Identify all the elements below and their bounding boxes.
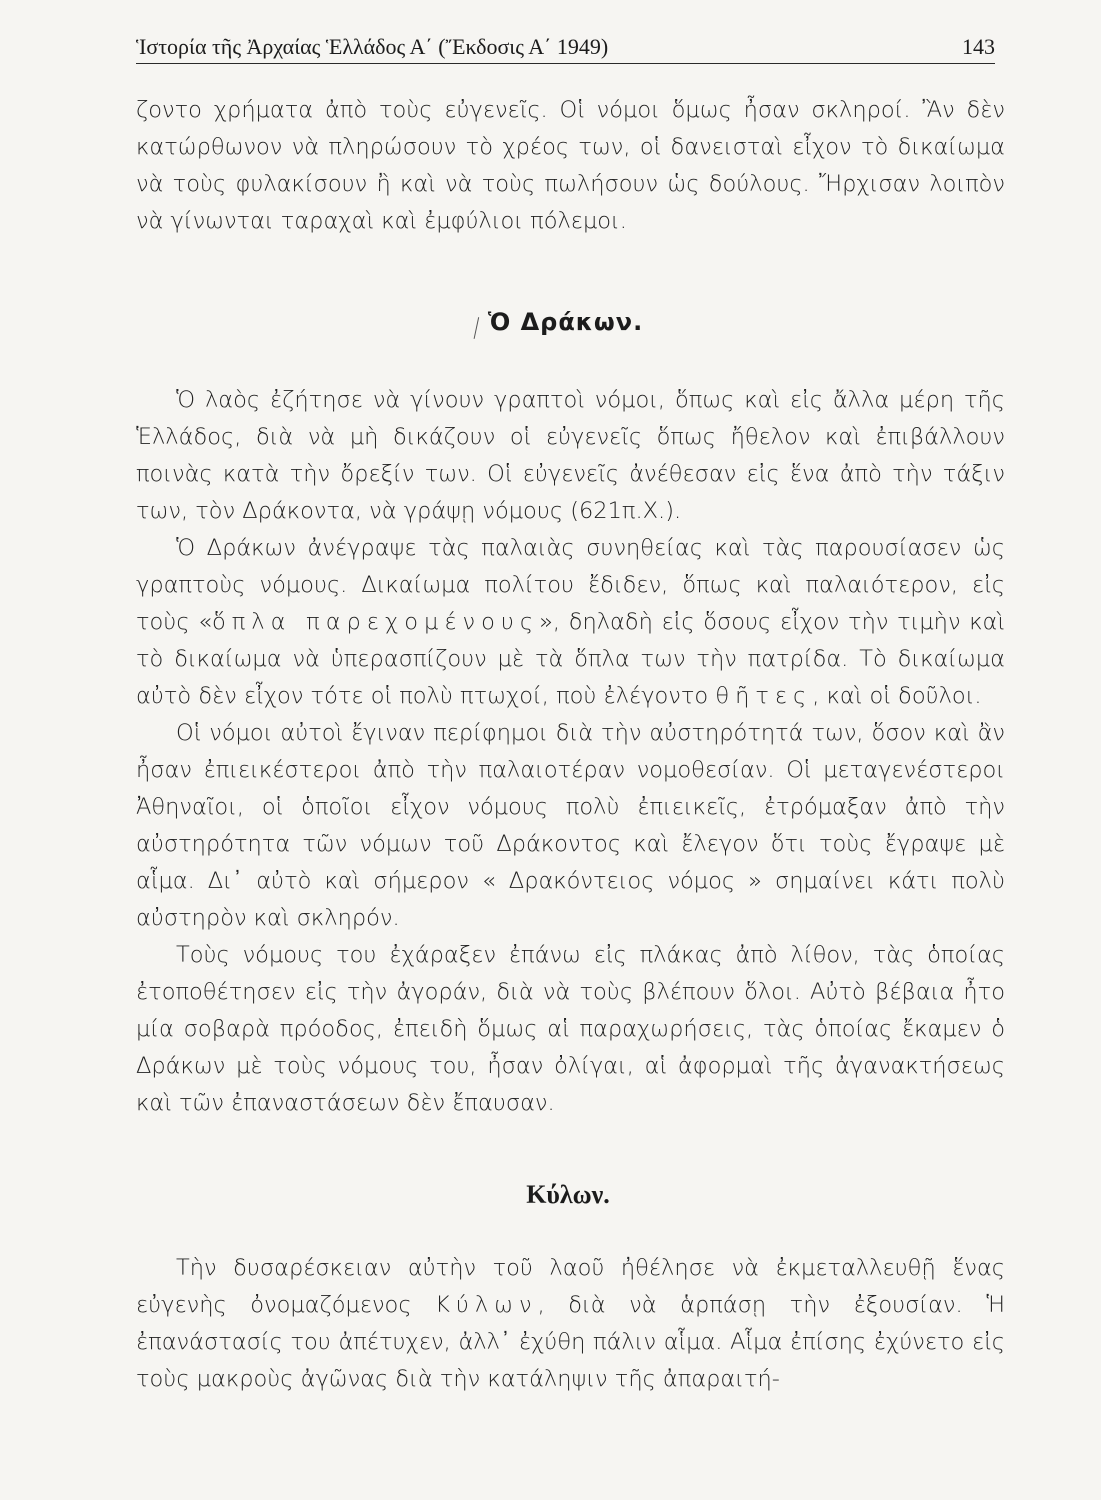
spaced-phrase-hopla: ὅπλα παρεχομένους (212, 609, 540, 635)
section-heading-drakon: Ὁ Δράκων. (487, 308, 644, 336)
running-head (136, 30, 995, 64)
spaced-name-kylon: Κύλων (435, 1292, 538, 1318)
drakon-paragraph-1: Ὁ λαὸς ἐζήτησε νὰ γίνουν γραπτοὶ νόμοι, ὅπως καὶ εἰς ἄλλα μέρη τῆς Ἑλλάδος, διὰ νὰ μὴ δικάζουν οἱ εὐγενεῖς ὅπως ἤθελον καὶ ἐπιβάλλουν ποινὰς κατὰ τὴν ὄρεξίν των. Οἱ εὐγενεῖς ἀνέθεσαν εἰς ἕνα ἀπὸ τὴν τάξιν των, τὸν Δράκοντα, νὰ γράψῃ νόμους (621π.Χ.). (136, 387, 1005, 524)
spaced-word-thetes: θῆτες (715, 683, 813, 709)
kylon-p1-text-b: , διὰ νὰ ἁρπάσῃ τὴν ἐξουσίαν. Ἡ ἐπανάστασίς του ἀπέτυχεν, ἀλλ᾽ ἐχύθη πάλιν αἷμα. Αἷμα ἐπίσης ἐχύνετο εἰς τοὺς μακροὺς ἀγῶνας διὰ τὴν κατάληψιν τῆς ἀπαραιτή- (136, 1292, 1005, 1392)
drakon-paragraph-4: Τοὺς νόμους του ἐχάραξεν ἐπάνω εἰς πλάκας ἀπὸ λίθον, τὰς ὁποίας ἐτοποθέτησεν εἰς τὴν ἀγοράν, διὰ νὰ τοὺς βλέπουν ὅλοι. Αὐτὸ βέβαια ἦτο μία σοβαρὰ πρόοδος, ἐπειδὴ ὅμως αἱ παραχωρήσεις, τὰς ὁποίας ἔκαμεν ὁ Δράκων μὲ τοὺς νόμους του, ἦσαν ὀλίγαι, αἱ ἀφορμαὶ τῆς ἀγανακτήσεως καὶ τῶν ἐπαναστάσεων δὲν ἔπαυσαν. (136, 942, 1005, 1116)
running-head-title: Ἱστορία τῆς Ἀρχαίας Ἑλλάδος Α΄ (Ἔκδοσις Α΄ 1949) (136, 34, 609, 59)
intro-paragraph: ζοντο χρήματα ἀπὸ τοὺς εὐγενεῖς. Οἱ νόμοι ὅμως ἦσαν σκληροί. Ἂν δὲν κατώρθωνον νὰ πληρώσουν τὸ χρέος των, οἱ δανεισταὶ εἶχον τὸ δικαίωμα νὰ τοὺς φυλακίσουν ἢ καὶ νὰ τοὺς πωλήσουν ὡς δούλους. Ἤρχισαν λοιπὸν νὰ γίνωνται ταραχαὶ καὶ ἐμφύλιοι πόλεμοι. (136, 97, 1005, 234)
drakon-text-block (136, 382, 1005, 1122)
drakon-p2-text-c: , καὶ οἱ δοῦλοι. (812, 683, 982, 709)
drakon-p2-text-a: Ὁ Δράκων ἀνέγραψε τὰς παλαιὰς συνηθείας καὶ τὰς παρουσίασεν ὡς γραπτοὺς νόμους. Δικαίωμα πολίτου ἔδιδεν, ὅπως καὶ παλαιότερον, εἰς τοὺς « (136, 535, 1005, 635)
kylon-p1-text-a: Τὴν δυσαρέσκειαν αὐτὴν τοῦ λαοῦ ἠθέλησε νὰ ἐκμεταλλευθῇ ἕνας εὐγενὴς ὀνομαζόμενος (136, 1255, 1005, 1318)
kylon-text-block (136, 1250, 1005, 1398)
page-number: 143 (962, 34, 995, 59)
intro-text-block (136, 92, 1005, 240)
section-heading-kylon: Κύλων. (526, 1180, 610, 1209)
drakon-p2-text-b: », δηλαδὴ εἰς ὅσους εἶχον τὴν τιμὴν καὶ τὸ δικαίωμα νὰ ὑπερασπίζουν μὲ τὰ ὅπλα των τὴν πατρίδα. Τὸ δικαίωμα αὐτὸ δὲν εἶχον τότε οἱ πολὺ πτωχοί, ποὺ ἐλέγοντο (136, 609, 1005, 709)
drakon-paragraph-3: Οἱ νόμοι αὐτοὶ ἔγιναν περίφημοι διὰ τὴν αὐστηρότητά των, ὅσον καὶ ἂν ἦσαν ἐπιεικέστεροι ἀπὸ τὴν παλαιοτέραν νομοθεσίαν. Οἱ μεταγενέστεροι Ἀθηναῖοι, οἱ ὁποῖοι εἶχον νόμους πολὺ ἐπιεικεῖς, ἐτρόμαξαν ἀπὸ τὴν αὐστηρότητα τῶν νόμων τοῦ Δράκοντος καὶ ἔλεγον ὅτι τοὺς ἔγραψε μὲ αἷμα. Δι᾽ αὐτὸ καὶ σήμερον « Δρακόντειος νόμος » σημαίνει κάτι πολὺ αὐστηρὸν καὶ σκληρόν. (136, 720, 1005, 931)
drakon-paragraph-2 (136, 530, 1005, 715)
kylon-paragraph-1 (136, 1250, 1005, 1398)
